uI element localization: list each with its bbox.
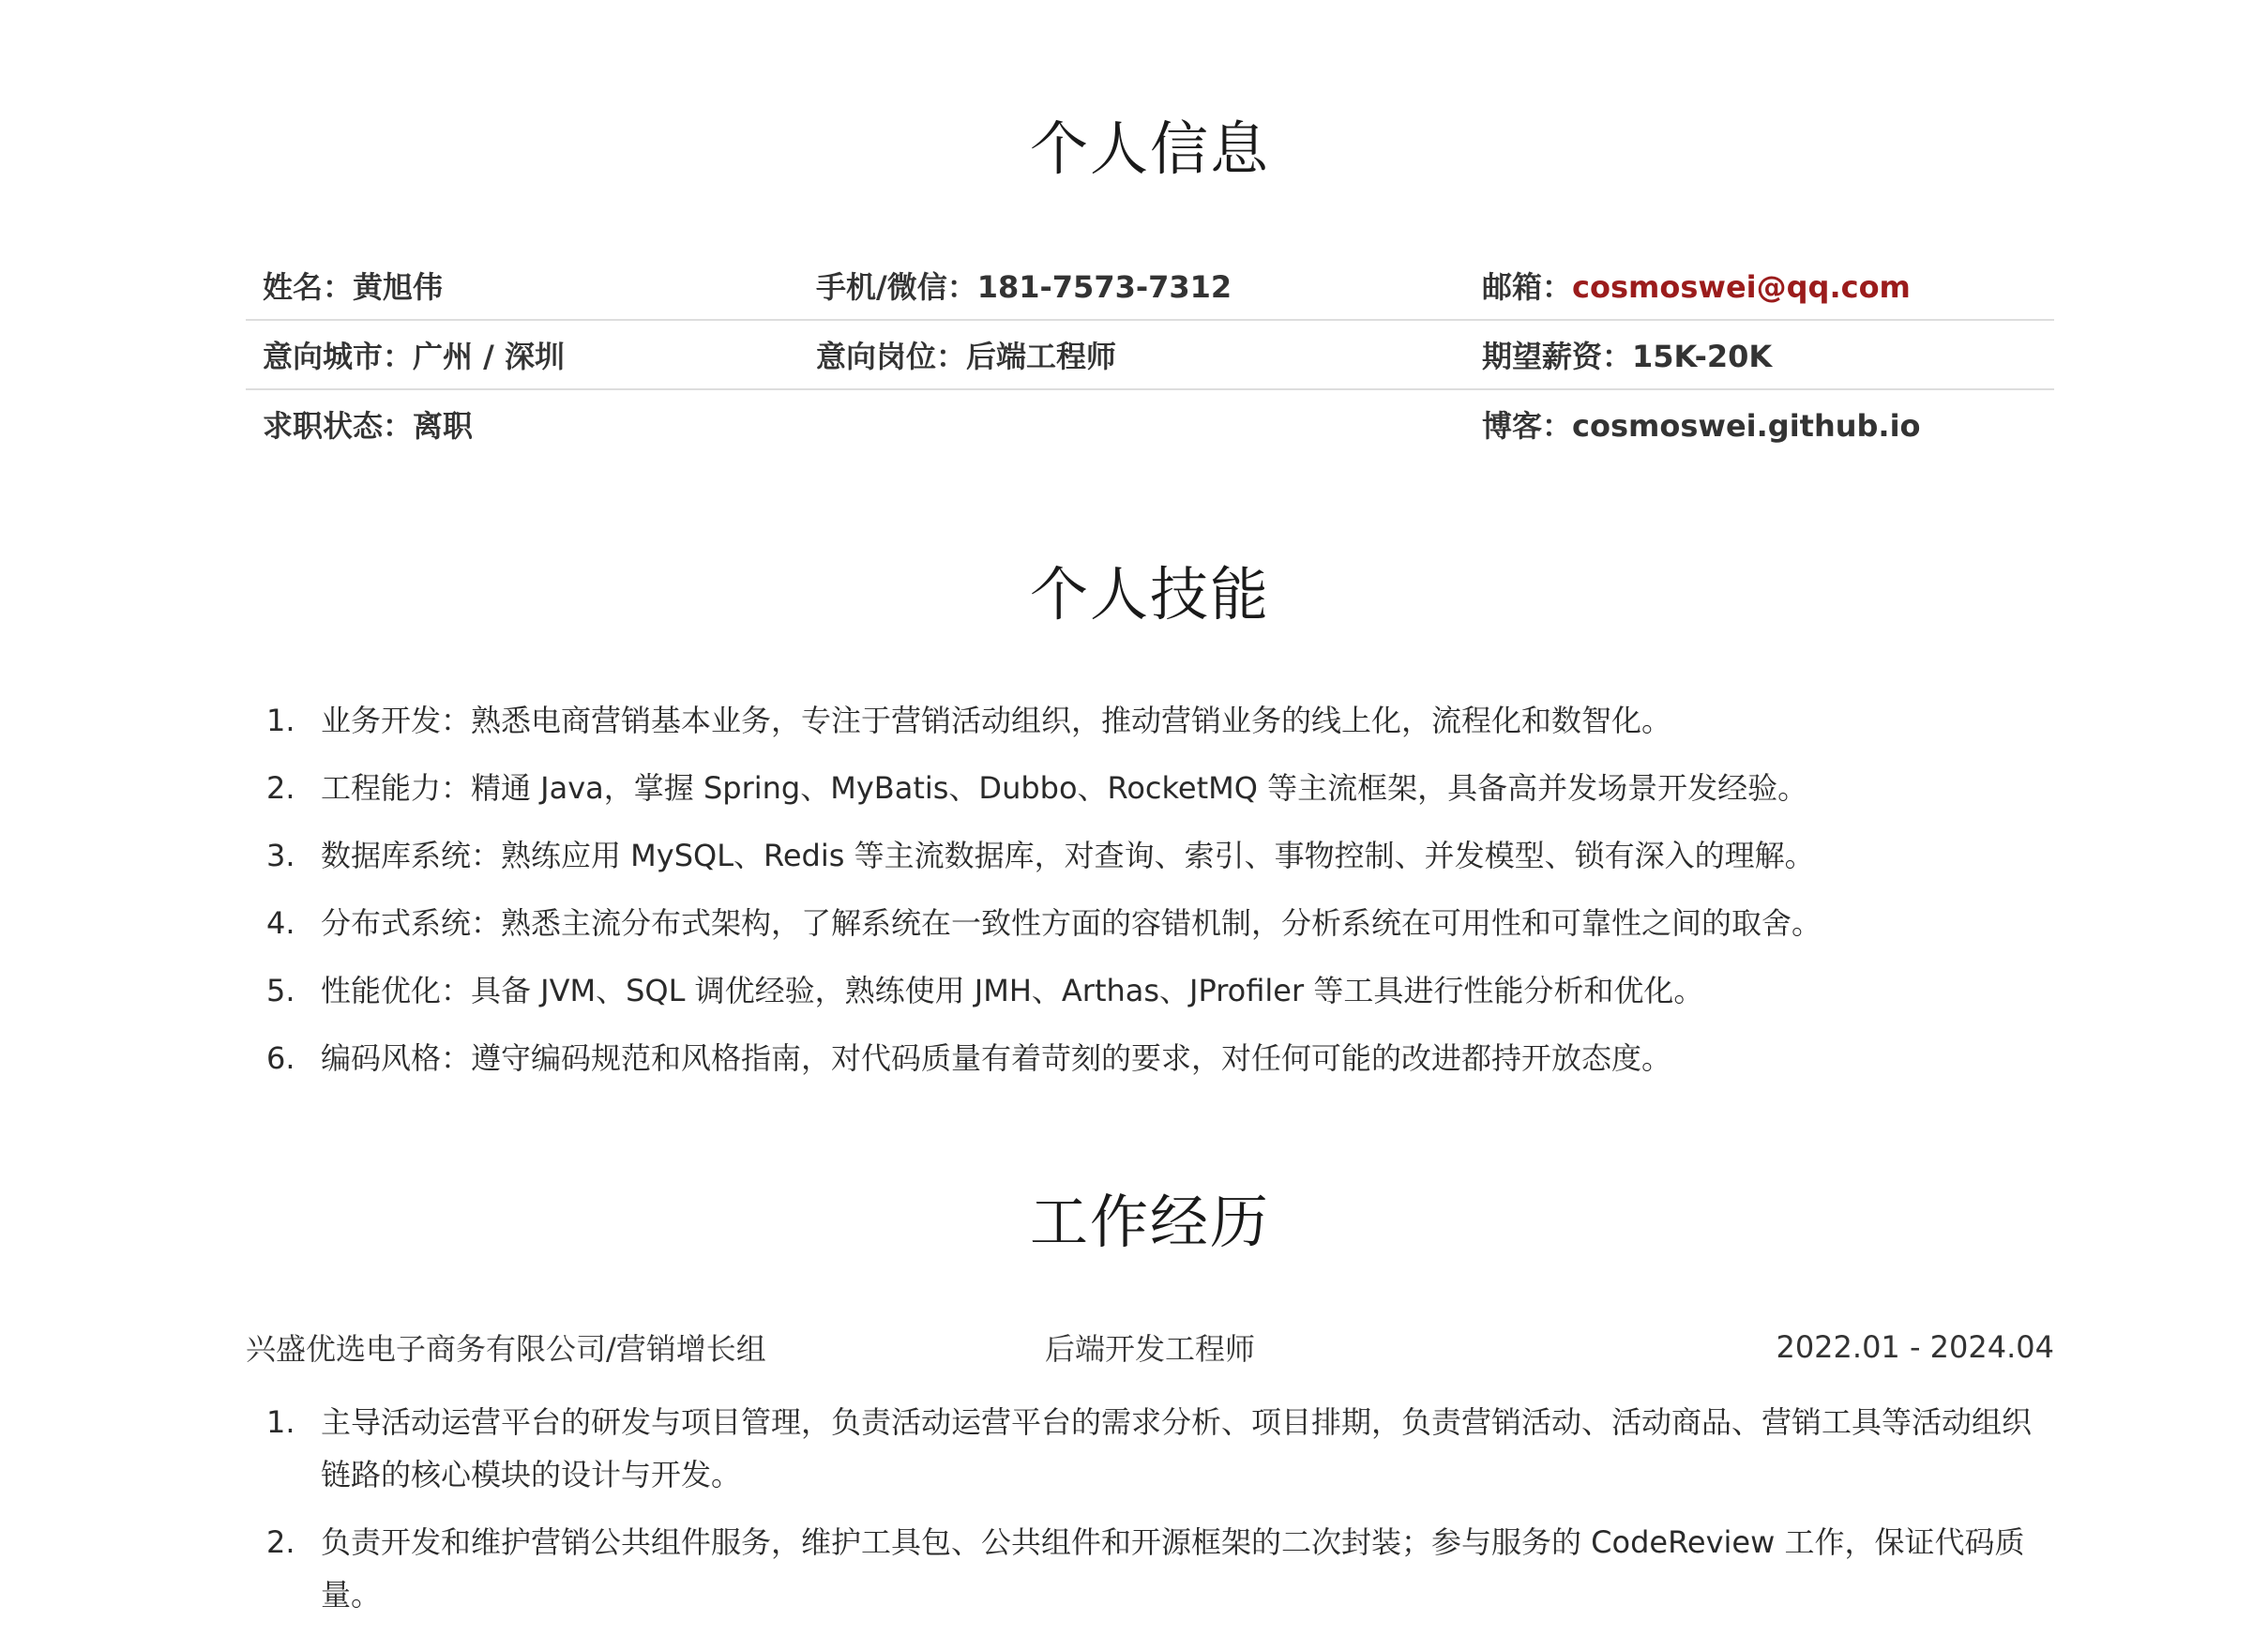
- personal-info-table: [246, 251, 2054, 458]
- info-city: [246, 320, 799, 389]
- section-title-skills: 个人技能: [1029, 560, 1270, 629]
- info-value: 181-7573-7312: [976, 269, 1232, 305]
- personal-info-section: [246, 114, 2054, 183]
- info-row: [246, 320, 2054, 389]
- info-label: 博客：: [1482, 408, 1573, 444]
- list-number: 3.: [266, 838, 295, 873]
- section-title-work: 工作经历: [1029, 1188, 1270, 1256]
- info-label: 邮箱：: [1482, 269, 1573, 305]
- info-label: 求职状态：: [263, 408, 414, 444]
- list-item: [266, 897, 2054, 949]
- list-item: [266, 829, 2054, 882]
- list-number: 2.: [266, 1524, 295, 1560]
- info-name: [246, 251, 799, 320]
- list-item: [266, 1032, 2054, 1084]
- list-number: 6.: [266, 1040, 295, 1076]
- skills-list: [246, 694, 2054, 1099]
- list-number: 5.: [266, 973, 295, 1008]
- section-title-personal-info: 个人信息: [1029, 114, 1270, 183]
- list-text: 主导活动运营平台的研发与项目管理，负责活动运营平台的需求分析、项目排期，负责营销活动、活动商品、营销工具等活动组织链路的核心模块的设计与开发。: [321, 1404, 2033, 1492]
- list-text: 工程能力：精通 Java，掌握 Spring、MyBatis、Dubbo、RocketMQ 等主流框架，具备高并发场景开发经验。: [321, 770, 1808, 806]
- info-row: [246, 251, 2054, 320]
- skills-section: [246, 560, 2054, 629]
- list-text: 编码风格：遵守编码规范和风格指南，对代码质量有着苛刻的要求，对任何可能的改进都持开放态度。: [321, 1040, 1672, 1076]
- job-period: 2022.01 - 2024.04: [1776, 1329, 2054, 1365]
- email-link[interactable]: cosmoswei@qq.com: [1572, 269, 1911, 305]
- job-role: 后端开发工程师: [1044, 1331, 1255, 1367]
- job-header: [246, 1325, 2054, 1370]
- info-salary: [1465, 320, 2054, 389]
- list-item: [266, 694, 2054, 747]
- info-value: 后端工程师: [966, 339, 1117, 374]
- job-company: 兴盛优选电子商务有限公司/营销增长组: [246, 1331, 766, 1367]
- list-text: 性能优化：具备 JVM、SQL 调优经验，熟练使用 JMH、Arthas、JProfiler 等工具进行性能分析和优化。: [321, 973, 1704, 1008]
- list-item: [266, 1516, 2054, 1621]
- list-item: [266, 964, 2054, 1017]
- list-text: 分布式系统：熟悉主流分布式架构，了解系统在一致性方面的容错机制，分析系统在可用性和可靠性之间的取舍。: [321, 905, 1822, 941]
- list-number: 4.: [266, 905, 295, 941]
- info-value: 15K-20K: [1632, 339, 1773, 374]
- info-label: 手机/微信：: [816, 269, 977, 305]
- info-status: [246, 389, 799, 458]
- list-text: 负责开发和维护营销公共组件服务，维护工具包、公共组件和开源框架的二次封装；参与服务的 CodeReview 工作，保证代码质量。: [321, 1524, 2025, 1613]
- info-label: 意向岗位：: [816, 339, 967, 374]
- list-number: 2.: [266, 770, 295, 806]
- info-email: [1465, 251, 2054, 320]
- list-number: 1.: [266, 1404, 295, 1440]
- info-empty: [799, 389, 1465, 458]
- job-duties-list: [246, 1396, 2054, 1636]
- info-label: 期望薪资：: [1482, 339, 1633, 374]
- info-value: 广州 / 深圳: [413, 339, 565, 374]
- info-value: 黄旭伟: [353, 269, 444, 305]
- blog-link[interactable]: cosmoswei.github.io: [1572, 408, 1921, 444]
- list-number: 1.: [266, 703, 295, 738]
- list-item: [266, 1396, 2054, 1501]
- info-blog: [1465, 389, 2054, 458]
- info-label: 姓名：: [263, 269, 354, 305]
- info-label: 意向城市：: [263, 339, 414, 374]
- info-row: [246, 389, 2054, 458]
- work-section: [246, 1188, 2054, 1256]
- info-phone: [799, 251, 1465, 320]
- info-position: [799, 320, 1465, 389]
- list-item: [266, 762, 2054, 814]
- list-text: 业务开发：熟悉电商营销基本业务，专注于营销活动组织，推动营销业务的线上化，流程化和数智化。: [321, 703, 1672, 738]
- list-text: 数据库系统：熟练应用 MySQL、Redis 等主流数据库，对查询、索引、事物控制、并发模型、锁有深入的理解。: [321, 838, 1815, 873]
- info-value: 离职: [413, 408, 474, 444]
